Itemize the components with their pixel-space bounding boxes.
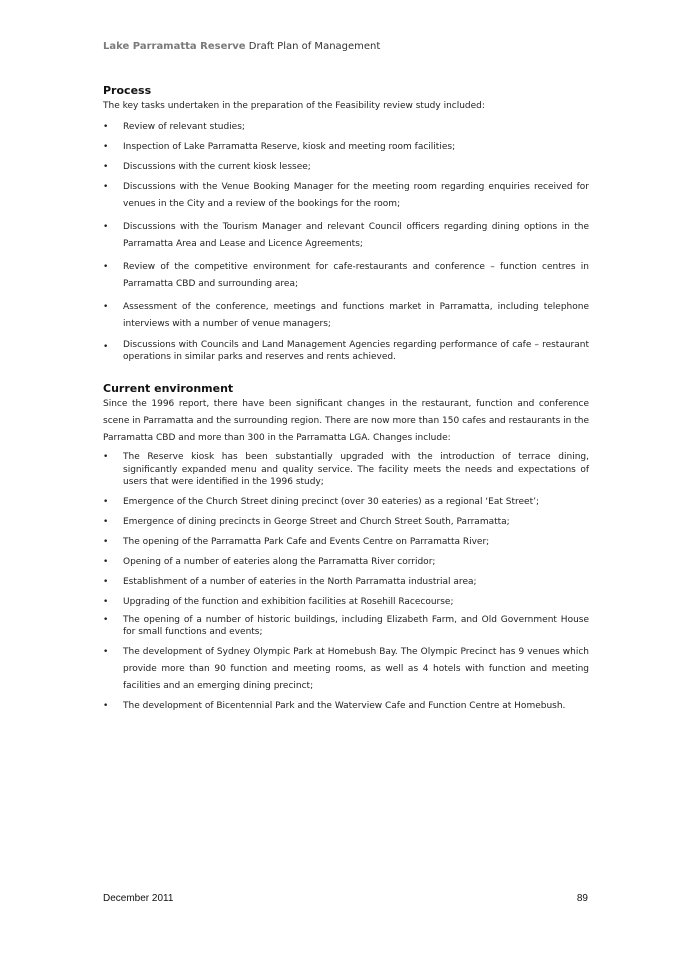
header-brand: Lake Parramatta Reserve [103,41,246,52]
bullet-icon: • [103,536,109,547]
list-item: • Discussions with Councils and Land Management Agencies regarding performance of cafe – restaurant operations in similar parks and reserves and rents achieved. [103,340,589,362]
bullet-icon: • [103,646,109,657]
list-item: • Review of the competitive environment for cafe-restaurants and conference – function centres in Parramatta CBD and surrounding area; [103,259,589,293]
list-item: • The development of Bicentennial Park and the Waterview Cafe and Function Centre at Homebush. [103,698,589,715]
current-environment-heading: Current environment [103,382,234,395]
bullet-icon: • [103,496,109,507]
list-item: • Discussions with the Tourism Manager and relevant Council officers regarding dining options in the Parramatta Area and Lease and Licence Agreements; [103,219,589,253]
bullet-icon: • [103,142,109,152]
bullet-icon: • [103,700,109,711]
footer-date: December 2011 [103,893,174,904]
list-item: • The development of Sydney Olympic Park at Homebush Bay. The Olympic Precinct has 9 venues which provide more than 90 function and meeting rooms, as well as 4 hotels with function and meeting facilities and an emerging dining precinct; [103,644,589,695]
list-item: • Emergence of dining precincts in George Street and Church Street South, Parramatta; [103,514,589,531]
list-item: • Establishment of a number of eateries in the North Parramatta industrial area; [103,574,589,591]
list-item: • Assessment of the conference, meetings and functions market in Parramatta, including telephone interviews with a number of venue managers; [103,299,589,333]
page-header [103,41,380,52]
bullet-icon: • [103,182,109,192]
bullet-icon: • [103,516,109,527]
bullet-icon: • [103,222,109,232]
bullet-icon: • [103,162,109,172]
bullet-icon: • [103,122,109,132]
page-number: 89 [576,893,588,904]
list-item: • The Reserve kiosk has been substantially upgraded with the introduction of terrace dining, significantly expanded menu and quality service. The facility meets the needs and expectations of users that were identified in the 1996 study; [103,452,589,487]
bullet-icon: • [103,576,109,587]
current-environment-list [103,451,589,715]
process-intro: The key tasks undertaken in the preparation of the Feasibility review study included: [103,101,485,111]
list-item: • Emergence of the Church Street dining precinct (over 30 eateries) as a regional ‘Eat Street’; [103,494,589,511]
list-item: • Upgrading of the function and exhibition facilities at Rosehill Racecourse; [103,594,589,611]
list-item: • Opening of a number of eateries along the Parramatta River corridor; [103,554,589,571]
process-list [103,119,589,366]
list-item: • Review of relevant studies; [103,119,589,136]
bullet-icon: • [103,556,109,567]
list-item: • The opening of a number of historic buildings, including Elizabeth Farm, and Old Government House for small functions and events; [103,614,589,637]
bullet-icon: • [103,342,109,352]
page-content [103,84,589,715]
list-item: • Discussions with the Venue Booking Manager for the meeting room regarding enquiries received for venues in the City and a review of the bookings for the room; [103,179,589,213]
bullet-icon: • [103,452,109,462]
list-item: • The opening of the Parramatta Park Cafe and Events Centre on Parramatta River; [103,534,589,551]
header-title: Draft Plan of Management [248,41,381,52]
list-item: • Inspection of Lake Parramatta Reserve, kiosk and meeting room facilities; [103,139,589,156]
process-heading: Process [103,84,152,97]
current-environment-intro: Since the 1996 report, there have been significant changes in the restaurant, function and conference scene in Parramatta and the surrounding region. There are now more than 150 cafes and restaurants in the Parramatta CBD and more than 300 in the Parramatta LGA. Changes include: [103,399,589,443]
bullet-icon: • [103,596,109,607]
bullet-icon: • [103,302,109,312]
bullet-icon: • [103,262,109,272]
bullet-icon: • [103,614,109,625]
list-item: • Discussions with the current kiosk lessee; [103,159,589,176]
